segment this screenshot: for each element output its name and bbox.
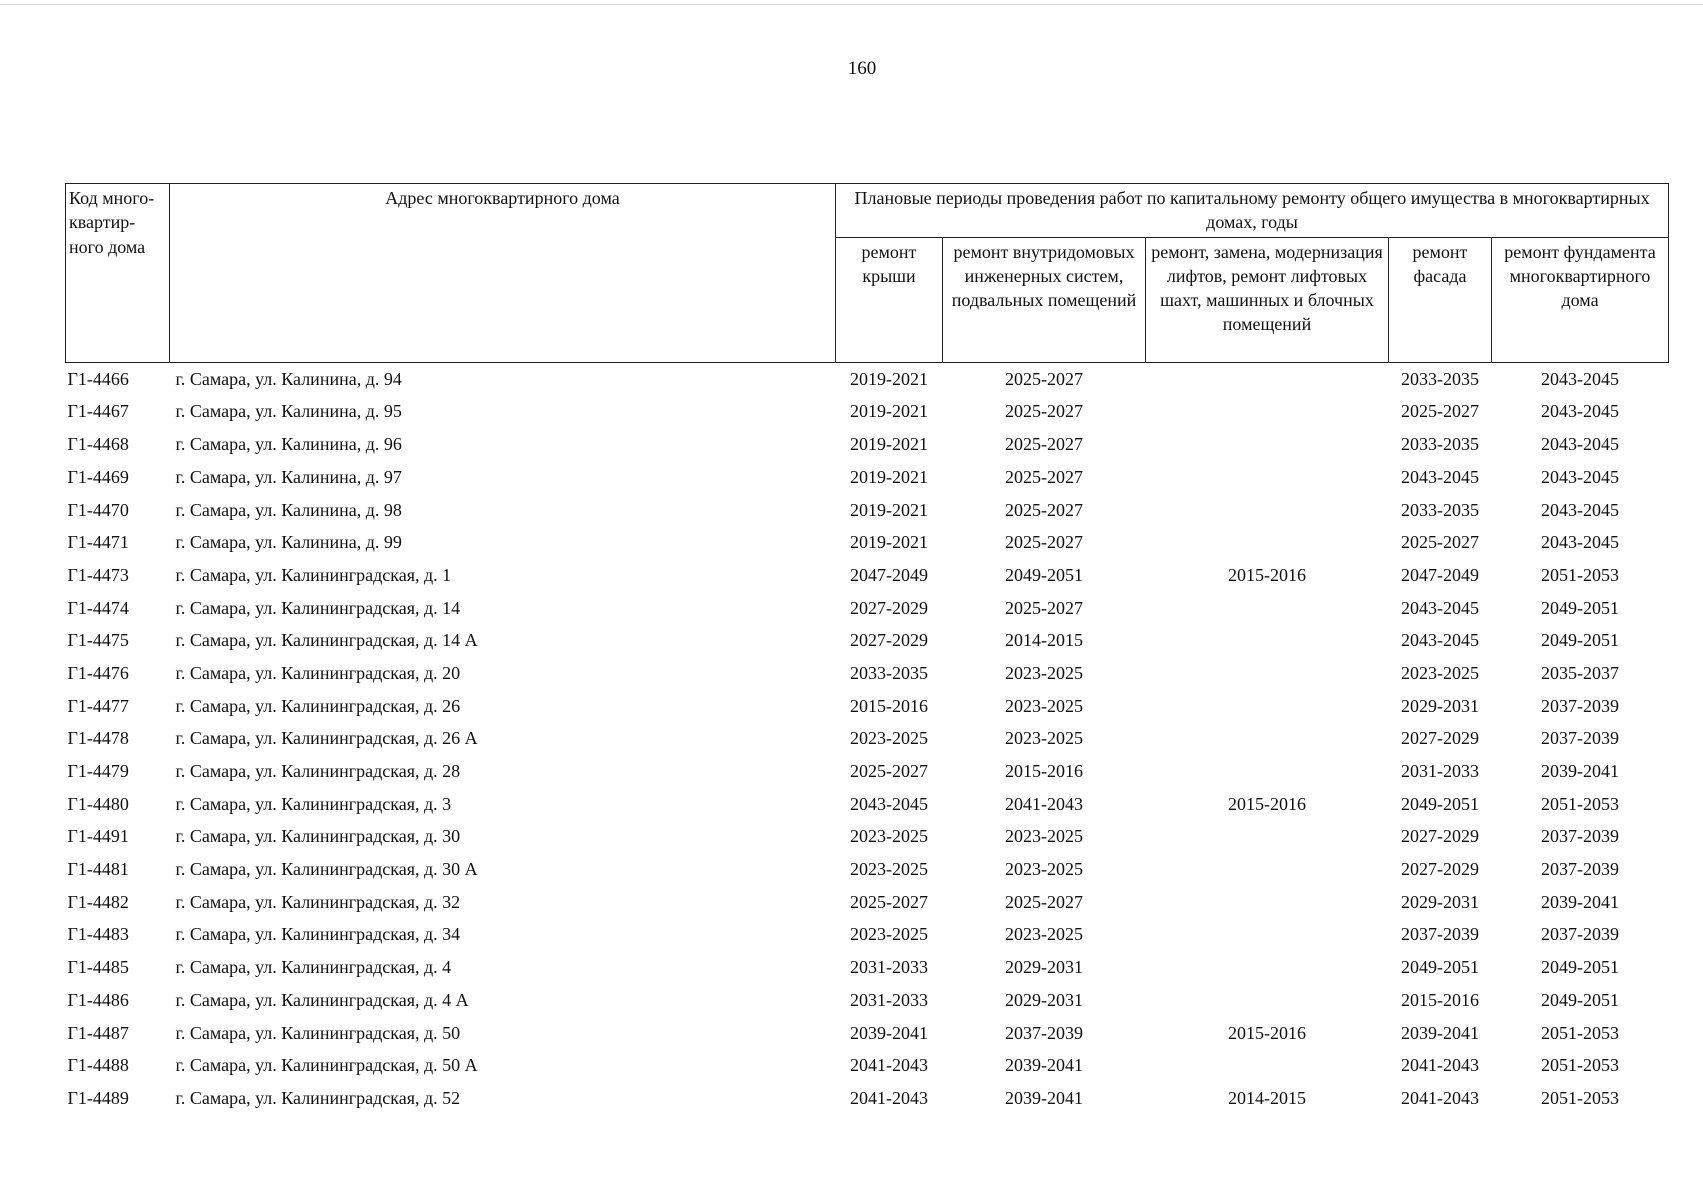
cell-engineering-period: 2029-2031 (1005, 989, 1083, 1010)
cell-foundation-period: 2043-2045 (1541, 466, 1620, 487)
cell-foundation-period: 2051-2053 (1541, 793, 1620, 814)
header-engineering: ремонт внутридомовых инженерных систем, подвальных помещений (943, 237, 1146, 362)
cell-address: г. Самара, ул. Калининградская, д. 4 (175, 957, 452, 978)
table-row (66, 362, 1669, 395)
header-foundation: ремонт фундамента многоквартирного дома (1492, 237, 1669, 362)
cell-lift-period: 2015-2016 (1228, 1022, 1306, 1043)
cell-code: Г1-4491 (67, 826, 129, 847)
cell-roof-period: 2033-2035 (850, 662, 928, 683)
table-row (66, 493, 1669, 526)
cell-lift-period (1146, 526, 1389, 559)
header-facade: ремонт фасада (1389, 237, 1492, 362)
table-row (66, 461, 1669, 494)
cell-address: г. Самара, ул. Калинина, д. 99 (175, 532, 402, 553)
cell-code: Г1-4474 (67, 597, 129, 618)
cell-roof-period: 2015-2016 (850, 695, 928, 716)
cell-address: г. Самара, ул. Калинина, д. 95 (175, 401, 402, 422)
cell-roof-period: 2027-2029 (850, 630, 928, 651)
cell-roof-period: 2019-2021 (850, 368, 928, 389)
cell-foundation-period: 2051-2053 (1541, 1087, 1620, 1108)
cell-engineering-period: 2025-2027 (1005, 368, 1083, 389)
cell-address: г. Самара, ул. Калининградская, д. 28 (175, 761, 461, 782)
table-body (66, 362, 1669, 1114)
cell-roof-period: 2043-2045 (850, 793, 928, 814)
cell-foundation-period: 2039-2041 (1541, 891, 1620, 912)
cell-lift-period (1146, 493, 1389, 526)
cell-code: Г1-4483 (67, 924, 129, 945)
cell-engineering-period: 2029-2031 (1005, 957, 1083, 978)
cell-facade-period: 2025-2027 (1401, 532, 1479, 553)
cell-facade-period: 2015-2016 (1401, 989, 1479, 1010)
cell-foundation-period: 2049-2051 (1541, 630, 1620, 651)
cell-code: Г1-4477 (67, 695, 129, 716)
cell-lift-period (1146, 755, 1389, 788)
cell-lift-period (1146, 820, 1389, 853)
cell-foundation-period: 2043-2045 (1541, 499, 1620, 520)
cell-address: г. Самара, ул. Калинина, д. 98 (175, 499, 402, 520)
cell-engineering-period: 2041-2043 (1005, 793, 1083, 814)
cell-engineering-period: 2023-2025 (1005, 924, 1083, 945)
cell-address: г. Самара, ул. Калининградская, д. 30 (175, 826, 461, 847)
cell-foundation-period: 2051-2053 (1541, 1022, 1620, 1043)
cell-facade-period: 2043-2045 (1401, 466, 1479, 487)
cell-roof-period: 2023-2025 (850, 859, 928, 880)
cell-address: г. Самара, ул. Калининградская, д. 20 (175, 662, 461, 683)
table-row (66, 689, 1669, 722)
cell-roof-period: 2027-2029 (850, 597, 928, 618)
cell-address: г. Самара, ул. Калининградская, д. 26 (175, 695, 461, 716)
cell-facade-period: 2043-2045 (1401, 630, 1479, 651)
cell-foundation-period: 2043-2045 (1541, 532, 1620, 553)
cell-foundation-period: 2049-2051 (1541, 989, 1620, 1010)
cell-engineering-period: 2025-2027 (1005, 891, 1083, 912)
cell-engineering-period: 2025-2027 (1005, 532, 1083, 553)
cell-facade-period: 2029-2031 (1401, 695, 1479, 716)
cell-foundation-period: 2037-2039 (1541, 924, 1620, 945)
cell-engineering-period: 2015-2016 (1005, 761, 1083, 782)
cell-address: г. Самара, ул. Калинина, д. 94 (175, 368, 402, 389)
cell-code: Г1-4468 (67, 434, 129, 455)
table-row (66, 591, 1669, 624)
table-row (66, 1082, 1669, 1115)
table-row (66, 624, 1669, 657)
cell-engineering-period: 2023-2025 (1005, 662, 1083, 683)
cell-code: Г1-4479 (67, 761, 129, 782)
cell-lift-period (1146, 951, 1389, 984)
cell-code: Г1-4467 (67, 401, 129, 422)
cell-lift-period (1146, 362, 1389, 395)
cell-roof-period: 2025-2027 (850, 891, 928, 912)
table-row (66, 526, 1669, 559)
cell-roof-period: 2025-2027 (850, 761, 928, 782)
cell-code: Г1-4481 (67, 859, 129, 880)
cell-code: Г1-4473 (67, 564, 129, 585)
cell-code: Г1-4478 (67, 728, 129, 749)
cell-facade-period: 2039-2041 (1401, 1022, 1479, 1043)
cell-engineering-period: 2025-2027 (1005, 466, 1083, 487)
cell-address: г. Самара, ул. Калининградская, д. 1 (175, 564, 452, 585)
table-row (66, 984, 1669, 1017)
cell-foundation-period: 2043-2045 (1541, 401, 1620, 422)
cell-lift-period (1146, 886, 1389, 919)
cell-code: Г1-4489 (67, 1087, 129, 1108)
cell-address: г. Самара, ул. Калининградская, д. 26 А (175, 728, 478, 749)
cell-roof-period: 2041-2043 (850, 1087, 928, 1108)
table-row (66, 1049, 1669, 1082)
cell-engineering-period: 2023-2025 (1005, 695, 1083, 716)
cell-facade-period: 2027-2029 (1401, 859, 1479, 880)
cell-engineering-period: 2037-2039 (1005, 1022, 1083, 1043)
table-row (66, 886, 1669, 919)
cell-roof-period: 2023-2025 (850, 924, 928, 945)
cell-foundation-period: 2051-2053 (1541, 1055, 1620, 1076)
cell-engineering-period: 2039-2041 (1005, 1087, 1083, 1108)
cell-facade-period: 2027-2029 (1401, 826, 1479, 847)
cell-facade-period: 2033-2035 (1401, 368, 1479, 389)
cell-code: Г1-4471 (67, 532, 129, 553)
cell-roof-period: 2047-2049 (850, 564, 928, 585)
cell-roof-period: 2023-2025 (850, 826, 928, 847)
cell-foundation-period: 2037-2039 (1541, 826, 1620, 847)
cell-code: Г1-4470 (67, 499, 129, 520)
cell-roof-period: 2019-2021 (850, 401, 928, 422)
cell-facade-period: 2033-2035 (1401, 434, 1479, 455)
cell-engineering-period: 2039-2041 (1005, 1055, 1083, 1076)
cell-foundation-period: 2043-2045 (1541, 368, 1620, 389)
table-row (66, 820, 1669, 853)
table-row (66, 395, 1669, 428)
page-number: 160 (847, 58, 877, 79)
cell-lift-period: 2015-2016 (1228, 793, 1306, 814)
cell-foundation-period: 2035-2037 (1541, 662, 1620, 683)
cell-code: Г1-4475 (67, 630, 129, 651)
cell-lift-period (1146, 689, 1389, 722)
header-code: Код много-квартир-ного дома (66, 184, 170, 363)
header-periods-group: Плановые периоды проведения работ по капитальному ремонту общего имущества в многоквартирных домах, годы (836, 184, 1669, 238)
cell-code: Г1-4488 (67, 1055, 129, 1076)
cell-foundation-period: 2039-2041 (1541, 761, 1620, 782)
cell-lift-period (1146, 657, 1389, 690)
cell-facade-period: 2025-2027 (1401, 401, 1479, 422)
cell-foundation-period: 2037-2039 (1541, 695, 1620, 716)
table-row (66, 755, 1669, 788)
cell-address: г. Самара, ул. Калининградская, д. 14 (175, 597, 461, 618)
cell-lift-period: 2015-2016 (1228, 564, 1306, 585)
cell-facade-period: 2033-2035 (1401, 499, 1479, 520)
cell-facade-period: 2049-2051 (1401, 957, 1479, 978)
table-row (66, 559, 1669, 592)
cell-roof-period: 2019-2021 (850, 532, 928, 553)
cell-foundation-period: 2037-2039 (1541, 728, 1620, 749)
cell-roof-period: 2019-2021 (850, 466, 928, 487)
cell-lift-period (1146, 853, 1389, 886)
cell-address: г. Самара, ул. Калининградская, д. 52 (175, 1087, 461, 1108)
cell-address: г. Самара, ул. Калинина, д. 96 (175, 434, 402, 455)
cell-address: г. Самара, ул. Калининградская, д. 4 А (175, 989, 469, 1010)
cell-code: Г1-4480 (67, 793, 129, 814)
cell-foundation-period: 2043-2045 (1541, 434, 1620, 455)
cell-lift-period (1146, 395, 1389, 428)
cell-engineering-period: 2025-2027 (1005, 499, 1083, 520)
cell-address: г. Самара, ул. Калининградская, д. 50 А (175, 1055, 478, 1076)
cell-lift-period: 2014-2015 (1228, 1087, 1306, 1108)
table-row (66, 853, 1669, 886)
cell-facade-period: 2029-2031 (1401, 891, 1479, 912)
cell-engineering-period: 2023-2025 (1005, 826, 1083, 847)
cell-lift-period (1146, 461, 1389, 494)
table-row (66, 951, 1669, 984)
cell-lift-period (1146, 918, 1389, 951)
cell-address: г. Самара, ул. Калининградская, д. 30 А (175, 859, 478, 880)
scan-edge-line (0, 4, 1703, 5)
cell-engineering-period: 2014-2015 (1005, 630, 1083, 651)
cell-engineering-period: 2025-2027 (1005, 597, 1083, 618)
repair-schedule-table-wrap (65, 183, 1668, 1114)
cell-lift-period (1146, 1049, 1389, 1082)
cell-address: г. Самара, ул. Калининградская, д. 14 А (175, 630, 478, 651)
cell-facade-period: 2043-2045 (1401, 597, 1479, 618)
cell-facade-period: 2049-2051 (1401, 793, 1479, 814)
cell-code: Г1-4485 (67, 957, 129, 978)
cell-code: Г1-4486 (67, 989, 129, 1010)
table-row (66, 657, 1669, 690)
cell-address: г. Самара, ул. Калининградская, д. 50 (175, 1022, 461, 1043)
header-lifts: ремонт, замена, модернизация лифтов, ремонт лифтовых шахт, машинных и блочных помещений (1146, 237, 1389, 362)
cell-roof-period: 2041-2043 (850, 1055, 928, 1076)
cell-address: г. Самара, ул. Калининградская, д. 34 (175, 924, 461, 945)
cell-foundation-period: 2037-2039 (1541, 859, 1620, 880)
cell-code: Г1-4482 (67, 891, 129, 912)
cell-roof-period: 2023-2025 (850, 728, 928, 749)
cell-code: Г1-4469 (67, 466, 129, 487)
cell-code: Г1-4466 (67, 368, 129, 389)
cell-engineering-period: 2025-2027 (1005, 434, 1083, 455)
cell-address: г. Самара, ул. Калинина, д. 97 (175, 466, 402, 487)
cell-lift-period (1146, 624, 1389, 657)
cell-code: Г1-4476 (67, 662, 129, 683)
cell-roof-period: 2039-2041 (850, 1022, 928, 1043)
cell-facade-period: 2041-2043 (1401, 1055, 1479, 1076)
table-row (66, 428, 1669, 461)
cell-engineering-period: 2025-2027 (1005, 401, 1083, 422)
table-row (66, 1016, 1669, 1049)
cell-lift-period (1146, 984, 1389, 1017)
cell-foundation-period: 2049-2051 (1541, 597, 1620, 618)
cell-foundation-period: 2049-2051 (1541, 957, 1620, 978)
cell-code: Г1-4487 (67, 1022, 129, 1043)
header-address: Адрес многоквартирного дома (170, 184, 836, 363)
cell-facade-period: 2037-2039 (1401, 924, 1479, 945)
cell-lift-period (1146, 722, 1389, 755)
cell-lift-period (1146, 428, 1389, 461)
cell-roof-period: 2031-2033 (850, 989, 928, 1010)
cell-address: г. Самара, ул. Калининградская, д. 32 (175, 891, 461, 912)
table-row (66, 722, 1669, 755)
cell-roof-period: 2031-2033 (850, 957, 928, 978)
repair-schedule-table (65, 183, 1669, 1114)
table-row (66, 918, 1669, 951)
cell-facade-period: 2023-2025 (1401, 662, 1479, 683)
cell-facade-period: 2027-2029 (1401, 728, 1479, 749)
cell-engineering-period: 2023-2025 (1005, 859, 1083, 880)
header-roof: ремонт крыши (836, 237, 943, 362)
cell-address: г. Самара, ул. Калининградская, д. 3 (175, 793, 452, 814)
table-header (66, 184, 1669, 363)
cell-foundation-period: 2051-2053 (1541, 564, 1620, 585)
cell-roof-period: 2019-2021 (850, 499, 928, 520)
cell-lift-period (1146, 591, 1389, 624)
cell-facade-period: 2047-2049 (1401, 564, 1479, 585)
cell-roof-period: 2019-2021 (850, 434, 928, 455)
table-row (66, 788, 1669, 821)
cell-engineering-period: 2023-2025 (1005, 728, 1083, 749)
cell-facade-period: 2031-2033 (1401, 761, 1479, 782)
cell-facade-period: 2041-2043 (1401, 1087, 1479, 1108)
cell-engineering-period: 2049-2051 (1005, 564, 1083, 585)
